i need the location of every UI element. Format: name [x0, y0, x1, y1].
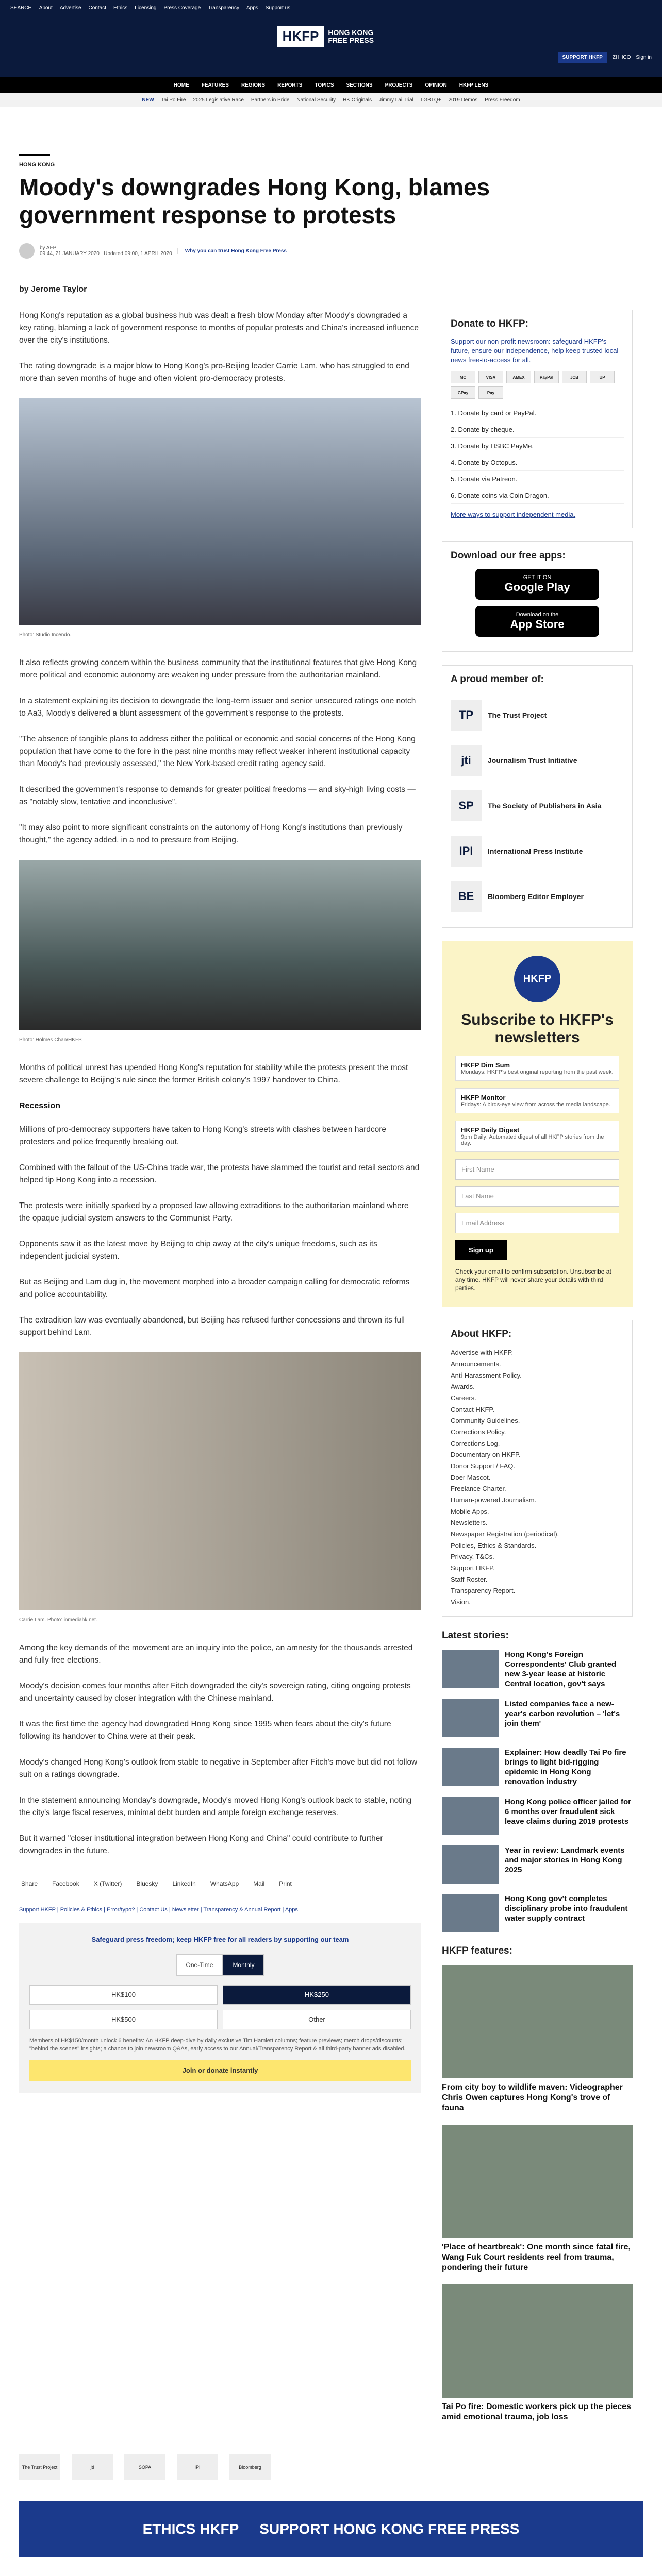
paragraph: But it warned "closer institutional integration between Hong Kong and China" could contribute to further downgrades in the future. — [19, 1834, 383, 1855]
more-ways-link[interactable]: More ways to support independent media. — [451, 511, 576, 518]
latest-story[interactable] — [442, 1748, 633, 1787]
newsletter-title: Subscribe to HKFP's newsletters — [461, 1011, 614, 1046]
sign-in-link[interactable]: Sign in — [636, 55, 652, 60]
donate-option[interactable]: 6. Donate coins via Coin Dragon. — [451, 487, 624, 504]
article-title: Moody's downgrades Hong Kong, blames government response to protests — [19, 174, 490, 228]
section-label[interactable]: HONG KONG — [19, 162, 55, 168]
newsletter-note: Check your email to confirm subscription. Unsubscribe at any time. HKFP will never share your details with third parties. — [455, 1268, 611, 1292]
nav-projects[interactable]: PROJECTS — [385, 82, 413, 88]
nav-sections[interactable]: SECTIONS — [346, 82, 373, 88]
top-link-advertise[interactable]: Advertise — [59, 5, 81, 11]
latest-story[interactable] — [442, 1845, 633, 1884]
latest-story[interactable] — [442, 1650, 633, 1689]
paragraph: But as Beijing and Lam dug in, the movement morphed into a broader campaign calling for democratic reforms and police accountability. — [19, 1278, 410, 1299]
nav-reports[interactable]: REPORTS — [277, 82, 303, 88]
footer-logo[interactable]: IPI — [177, 2454, 218, 2480]
tag-link[interactable]: Tai Po Fire — [161, 97, 186, 103]
about-link[interactable]: Doer Mascot. — [451, 1473, 491, 1481]
google-play-button[interactable]: GET IT ON Google Play — [475, 569, 599, 600]
donate-banner[interactable]: Safeguard press freedom; keep HKFP free for all readers by supporting our team — [91, 1936, 349, 1943]
top-link-about[interactable]: About — [39, 5, 53, 11]
about-widget — [442, 1320, 633, 1617]
latest-story[interactable] — [442, 1894, 633, 1932]
member-org[interactable]: TP The Trust Project — [451, 692, 624, 738]
top-link-ethics[interactable]: Ethics — [113, 5, 128, 11]
trending-tags — [0, 93, 662, 107]
unionpay-icon: UP — [590, 371, 615, 383]
newsletter-option[interactable]: HKFP Daily Digest 9pm Daily: Automated digest of all HKFP stories from the day. — [455, 1121, 619, 1152]
top-link-licensing[interactable]: Licensing — [135, 5, 157, 11]
share-whatsapp[interactable]: WhatsApp — [210, 1880, 239, 1887]
story-title[interactable]: Explainer: How deadly Tai Po fire brings to light bid-rigging epidemic in Hong Kong renovation industry — [505, 1748, 626, 1786]
paragraph: It was the first time the agency had downgraded Hong Kong since 1995 when fears about the city's future following its handover to China were at their peak. — [19, 1720, 391, 1741]
donate-widget — [442, 310, 633, 528]
member-org[interactable]: jti Journalism Trust Initiative — [451, 738, 624, 783]
search-link[interactable]: SEARCH — [10, 5, 32, 11]
about-link[interactable]: Corrections Log. — [451, 1439, 500, 1447]
member-org[interactable]: BE Bloomberg Editor Employer — [451, 874, 624, 919]
support-banner-text: SUPPORT HONG KONG FREE PRESS — [259, 2521, 520, 2537]
tag-link[interactable]: National Security — [296, 97, 336, 103]
share-label: Share — [21, 1880, 38, 1887]
top-link-press[interactable]: Press Coverage — [163, 5, 201, 11]
top-link-support[interactable]: Support us — [265, 5, 291, 11]
feature-image — [442, 2125, 633, 2238]
main-nav — [0, 77, 662, 93]
app-store-button[interactable]: Download on the App Store — [475, 606, 599, 637]
donate-option[interactable]: 3. Donate by HSBC PayMe. — [451, 438, 624, 454]
donate-text[interactable]: Support our non-profit newsroom: safeguard HKFP's future, ensure our independence, help keep trusted local news free-to-access for all. — [451, 337, 619, 364]
paragraph: "It may also point to more significant constraints on the autonomy of Hong Kong's institutions than previously thought," the agency added, in a nod to pressure from Beijing. — [19, 823, 403, 844]
tag-link[interactable]: Partners in Pride — [251, 97, 290, 103]
new-badge: NEW — [142, 97, 154, 103]
nav-topics[interactable]: TOPICS — [315, 82, 334, 88]
story-title[interactable]: Year in review: Landmark events and major stories in Hong Kong 2025 — [505, 1846, 625, 1874]
about-link[interactable]: Human-powered Journalism. — [451, 1496, 537, 1504]
share-linkedin[interactable]: LinkedIn — [172, 1880, 196, 1887]
donate-option[interactable]: 1. Donate by card or PayPal. — [451, 405, 624, 421]
donate-option[interactable]: 4. Donate by Octopus. — [451, 454, 624, 471]
jcb-icon: JCB — [562, 371, 587, 383]
feature-story[interactable] — [442, 1965, 633, 2113]
member-title: A proud member of: — [451, 674, 544, 685]
about-link[interactable]: Community Guidelines. — [451, 1417, 520, 1425]
about-link[interactable]: Newsletters. — [451, 1519, 488, 1527]
story-thumbnail — [442, 1650, 499, 1688]
author-byline: by Jerome Taylor — [19, 285, 87, 294]
feature-image — [442, 2284, 633, 2398]
tag-link[interactable]: HK Originals — [342, 97, 372, 103]
site-header — [0, 15, 662, 77]
feature-title[interactable]: Tai Po fire: Domestic workers pick up the pieces amid emotional trauma, job loss — [442, 2402, 631, 2421]
donate-option[interactable]: 5. Donate via Patreon. — [451, 471, 624, 487]
about-link[interactable]: Support HKFP. — [451, 1564, 495, 1572]
paypal-icon: PayPal — [534, 371, 559, 383]
nav-regions[interactable]: REGIONS — [241, 82, 266, 88]
about-link[interactable]: Contact HKFP. — [451, 1405, 495, 1413]
story-title[interactable]: Hong Kong gov't completes disciplinary probe into fraudulent water supply contract — [505, 1894, 628, 1923]
payment-icons — [451, 371, 624, 399]
first-name-input[interactable]: First Name — [455, 1159, 619, 1180]
about-link[interactable]: Donor Support / FAQ. — [451, 1462, 516, 1470]
about-link[interactable]: Awards. — [451, 1383, 475, 1391]
language-switch[interactable]: ZHHCO — [612, 55, 631, 60]
paragraph: The rating downgrade is a major blow to Hong Kong's pro-Beijing leader Carrie Lam, who has struggled to end more than seven months of huge and often violent pro-democracy protests. — [19, 362, 409, 383]
about-title: About HKFP: — [451, 1329, 512, 1340]
features-title: HKFP features: — [442, 1945, 512, 1956]
about-link[interactable]: Staff Roster. — [451, 1575, 488, 1583]
top-link-contact[interactable]: Contact — [88, 5, 106, 11]
visa-icon: VISA — [478, 371, 503, 383]
story-thumbnail — [442, 1699, 499, 1737]
apps-title: Download our free apps: — [451, 550, 566, 561]
hkfp-badge: HKFP — [514, 956, 560, 1002]
story-thumbnail — [442, 1894, 499, 1932]
share-mail[interactable]: Mail — [253, 1880, 265, 1887]
tab-one-time[interactable]: One-Time — [176, 1954, 223, 1976]
share-bar — [19, 1871, 421, 1896]
updated-date: Updated 09:00, 1 APRIL 2020 — [104, 251, 172, 257]
latest-title: Latest stories: — [442, 1630, 509, 1641]
newsletter-option[interactable]: HKFP Monitor Fridays: A birds-eye view from across the media landscape. — [455, 1088, 619, 1113]
latest-story[interactable] — [442, 1797, 633, 1835]
about-link[interactable]: Policies, Ethics & Standards. — [451, 1541, 537, 1549]
story-title[interactable]: Listed companies face a new-year's carbon revolution – 'let's join them' — [505, 1700, 620, 1728]
footer-banner[interactable] — [19, 2501, 643, 2557]
paragraph: Millions of pro-democracy supporters have taken to Hong Kong's streets with clashes between hardcore protesters and police frequently breaking out. — [19, 1125, 387, 1146]
footer-logo[interactable]: SOPA — [124, 2454, 166, 2480]
donate-note: Members of HK$150/month unlock 6 benefits: An HKFP deep-dive by daily exclusive Tim Hamlett columns; feature previews; merch drops/discounts; "behind the scenes" insights; a chance to join newsroom Q&As, early access to our Annual/Transparency Report & all third-party banner ads disabled. — [29, 2038, 406, 2052]
member-org[interactable]: SP The Society of Publishers in Asia — [451, 783, 624, 828]
article-photo-skyline[interactable] — [19, 398, 421, 625]
logo-mark: HKFP — [277, 26, 324, 47]
paragraph: Opponents saw it as the latest move by Beijing to chip away at the city's unique freedoms, such as its independent judicial system. — [19, 1240, 377, 1261]
share-x[interactable]: X (Twitter) — [93, 1880, 122, 1887]
latest-widget — [442, 1630, 633, 1932]
nav-features[interactable]: FEATURES — [201, 82, 229, 88]
story-thumbnail — [442, 1797, 499, 1835]
donate-title: Donate to HKFP: — [451, 318, 528, 329]
footer-logo[interactable]: The Trust Project — [19, 2454, 60, 2480]
share-bluesky[interactable]: Bluesky — [136, 1880, 158, 1887]
paragraph: It also reflects growing concern within the business community that the institutional features that give Hong Kong more political and economic autonomy are weakening under pressure from the authoritarian mainland. — [19, 658, 417, 680]
amount-option[interactable]: HK$500 — [29, 2010, 218, 2029]
paragraph: "The absence of tangible plans to address either the political or economic and social concerns of the Hong Kong population that have come to the fore in the past nine months may reflect weaker inherent institutional capacity than Moody's had previously assessed," the New York-based credit rating agency said. — [19, 735, 416, 768]
feature-title[interactable]: From city boy to wildlife maven: Videographer Chris Owen captures Hong Kong's trove of fauna — [442, 2083, 623, 2112]
share-facebook[interactable]: Facebook — [52, 1880, 79, 1887]
subheading-recession: Recession — [19, 1101, 61, 1110]
top-link-apps[interactable]: Apps — [246, 5, 258, 11]
amount-option[interactable]: HK$250 — [223, 1985, 411, 2005]
gpay-icon: GPay — [451, 386, 475, 399]
share-print[interactable]: Print — [279, 1880, 292, 1887]
paragraph: The protests were initially sparked by a proposed law allowing extraditions to the authoritarian mainland where the opaque judicial system answers to the Communist Party. — [19, 1201, 409, 1223]
article-body — [19, 310, 421, 2434]
article-photo-damaged-bank[interactable] — [19, 860, 421, 1030]
paragraph: Among the key demands of the movement are an inquiry into the police, an amnesty for the thousands arrested and fully free elections. — [19, 1643, 413, 1665]
footer-logos — [19, 2454, 643, 2480]
nav-home[interactable]: HOME — [173, 82, 189, 88]
newsletter-option[interactable]: HKFP Dim Sum Mondays: HKFP's best original reporting from the past week. — [455, 1056, 619, 1081]
about-link[interactable]: Documentary on HKFP. — [451, 1451, 521, 1459]
paragraph: Months of political unrest has upended Hong Kong's reputation for stability while the protests present the most severe challenge to Beijing's rule since the former British colony's 1997 handover to China. — [19, 1063, 408, 1084]
about-link[interactable]: Announcements. — [451, 1360, 501, 1368]
ethics-banner-text: ETHICS HKFP — [142, 2521, 239, 2537]
paragraph: It described the government's response to demands for greater political freedoms — and sky-high living costs — as "notably slow, tentative and inconclusive". — [19, 785, 416, 806]
paragraph: The extradition law was eventually abandoned, but Beijing has refused further concessions and thrown its full support behind Lam. — [19, 1316, 405, 1337]
about-link[interactable]: Corrections Policy. — [451, 1428, 506, 1436]
section-rule — [19, 154, 50, 156]
paragraph: Hong Kong's reputation as a global business hub was dealt a fresh blow Monday after Moody's downgraded a key rating, blaming a lack of government response to months of popular protests and China's increased influence over the city's institutions. — [19, 311, 419, 345]
tag-link[interactable]: Press Freedom — [485, 97, 520, 103]
applepay-icon: Pay — [478, 386, 503, 399]
article-meta — [19, 243, 643, 259]
about-link[interactable]: Privacy, T&Cs. — [451, 1553, 494, 1561]
story-title[interactable]: Hong Kong's Foreign Correspondents' Club granted new 3-year lease at historic Central location, gov't says — [505, 1650, 617, 1688]
author-avatar — [19, 243, 35, 259]
support-hkfp-button[interactable]: SUPPORT HKFP — [558, 52, 607, 63]
feature-title[interactable]: 'Place of heartbreak': One month since fatal fire, Wang Fuk Court residents reel from trauma, pondering their future — [442, 2243, 631, 2272]
paragraph: In the statement announcing Monday's downgrade, Moody's moved Hong Kong's outlook back to stable, noting the city's large fiscal reserves, minimal debt burden and ample foreign exchange reserves. — [19, 1796, 412, 1817]
paragraph: Combined with the fallout of the US-China trade war, the protests have slammed the tourist and retail sectors and helped tip Hong Kong into a recession. — [19, 1163, 420, 1184]
feature-story[interactable] — [442, 2284, 633, 2422]
about-link[interactable]: Freelance Charter. — [451, 1485, 506, 1493]
top-link-transparency[interactable]: Transparency — [208, 5, 239, 11]
join-donate-button[interactable]: Join or donate instantly — [29, 2060, 411, 2081]
footer-logo[interactable]: jti — [72, 2454, 113, 2480]
tag-link[interactable]: LGBTQ+ — [420, 97, 441, 103]
sidebar — [442, 310, 633, 2434]
publish-date: 09:44, 21 JANUARY 2020 — [40, 251, 100, 257]
article-photo-carrie-lam[interactable] — [19, 1352, 421, 1610]
photo-caption: Photo: Studio Incendo. — [19, 632, 72, 638]
nav-lens[interactable]: HKFP LENS — [459, 82, 489, 88]
story-title[interactable]: Hong Kong police officer jailed for 6 months over fraudulent sick leave claims during 2019 protests — [505, 1798, 632, 1826]
tag-link[interactable]: 2019 Demos — [448, 97, 478, 103]
apps-widget — [442, 541, 633, 652]
logo-text: HONG KONG FREE PRESS — [328, 28, 374, 44]
about-link[interactable]: Transparency Report. — [451, 1587, 516, 1595]
about-link[interactable]: Vision. — [451, 1598, 471, 1606]
site-logo[interactable] — [277, 26, 385, 47]
email-input[interactable]: Email Address — [455, 1213, 619, 1233]
about-link[interactable]: Advertise with HKFP. — [451, 1349, 514, 1357]
signup-button[interactable]: Sign up — [455, 1240, 507, 1260]
tag-link[interactable]: 2025 Legislative Race — [193, 97, 244, 103]
tag-link[interactable]: Jimmy Lai Trial — [379, 97, 413, 103]
amount-option[interactable]: HK$100 — [29, 1985, 218, 2005]
paragraph: Moody's changed Hong Kong's outlook from stable to negative in September after Fitch's move but did not follow suit on a ratings downgrade. — [19, 1758, 418, 1779]
photo-caption: Photo: Holmes Chan/HKFP. — [19, 1037, 83, 1043]
about-link[interactable]: Careers. — [451, 1394, 476, 1402]
paragraph: Moody's decision comes four months after Fitch downgraded the city's sovereign rating, citing ongoing protests and uncertainty caused by closer integration with the Chinese mainland. — [19, 1682, 411, 1703]
tab-monthly[interactable]: Monthly — [223, 1954, 264, 1976]
amount-option[interactable]: Other — [223, 2010, 411, 2029]
last-name-input[interactable]: Last Name — [455, 1186, 619, 1207]
about-link[interactable]: Newspaper Registration (periodical). — [451, 1530, 559, 1538]
latest-story[interactable] — [442, 1699, 633, 1737]
story-thumbnail — [442, 1845, 499, 1884]
member-widget — [442, 665, 633, 928]
about-link[interactable]: Mobile Apps. — [451, 1507, 489, 1515]
newsletter-widget — [442, 941, 633, 1307]
mastercard-icon: MC — [451, 371, 475, 383]
feature-story[interactable] — [442, 2125, 633, 2273]
donate-option[interactable]: 2. Donate by cheque. — [451, 421, 624, 438]
member-org[interactable]: IPI International Press Institute — [451, 828, 624, 874]
footer-logo[interactable]: Bloomberg — [229, 2454, 271, 2480]
feature-image — [442, 1965, 633, 2078]
inline-donate-box — [19, 1923, 421, 2093]
photo-caption: Carrie Lam. Photo: inmediahk.net. — [19, 1617, 97, 1623]
trust-link[interactable]: Why you can trust Hong Kong Free Press — [177, 248, 287, 254]
article-footer-links[interactable]: Support HKFP | Policies & Ethics | Error/typo? | Contact Us | Newsletter | Transparency & Annual Report | Apps — [19, 1907, 298, 1913]
nav-opinion[interactable]: OPINION — [425, 82, 447, 88]
top-utility-bar — [0, 0, 662, 15]
about-link[interactable]: Anti-Harassment Policy. — [451, 1371, 522, 1379]
features-widget — [442, 1945, 633, 2422]
byline-agency[interactable]: by AFP — [40, 245, 57, 251]
amex-icon: AMEX — [506, 371, 531, 383]
paragraph: In a statement explaining its decision to downgrade the long-term issuer and senior unsecured ratings one notch to Aa3, Moody's delivered a blunt assessment of the government's response to the protests. — [19, 697, 416, 718]
story-thumbnail — [442, 1748, 499, 1786]
